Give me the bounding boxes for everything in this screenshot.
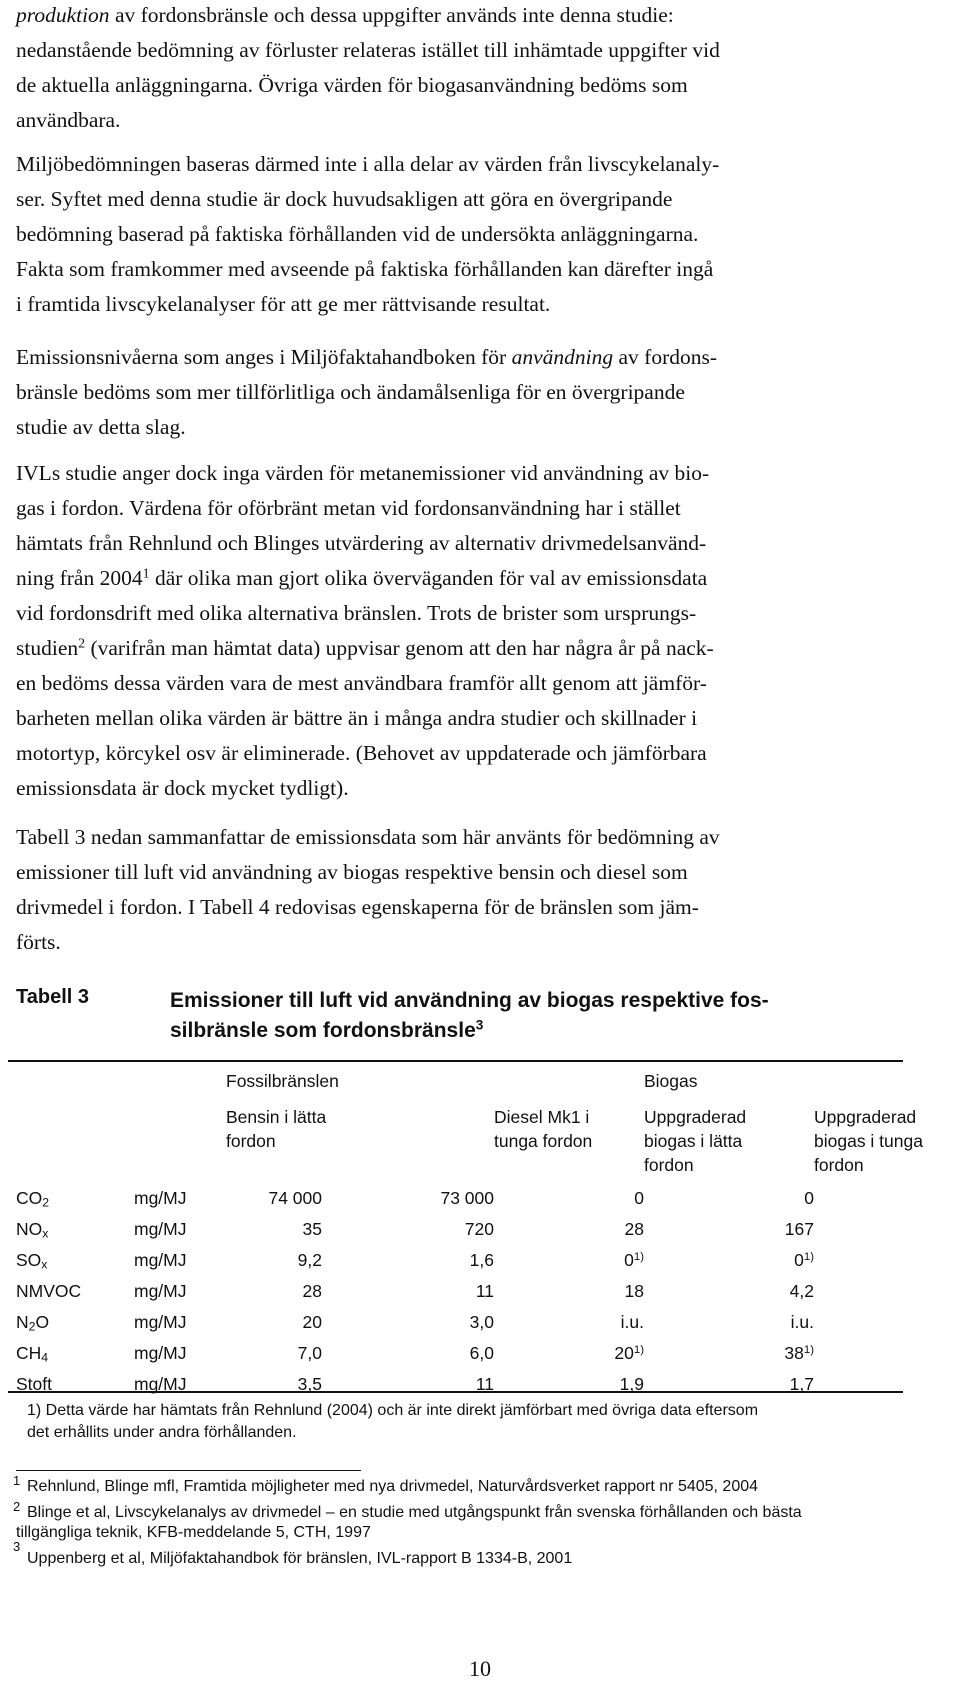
value-biogas-tunga: 4,2 <box>789 1281 814 1301</box>
table-row <box>8 1276 923 1307</box>
unit-cell: mg/MJ <box>134 1188 187 1208</box>
footnote-separator <box>16 1470 361 1471</box>
value-diesel: 11 <box>475 1281 494 1301</box>
text-line: bedömning baserad på faktiska förhållanden vid de undersökta anläggningarna. <box>16 222 699 246</box>
footnote-2 <box>13 1499 802 1523</box>
value-bensin: 3,5 <box>297 1374 322 1394</box>
value-biogas-latta: 0$^{1)}$ <box>624 1250 644 1270</box>
unit-cell: mg/MJ <box>134 1250 187 1270</box>
value-biogas-latta: 1,9 <box>619 1374 644 1394</box>
value-bensin: 9,2 <box>297 1250 322 1270</box>
table-row <box>8 1214 923 1245</box>
emphasis-anvandning: användning <box>511 345 614 369</box>
footnote-1 <box>13 1473 759 1497</box>
page-number: 10 <box>469 1656 491 1681</box>
footnote-marker: 1) <box>803 1343 814 1356</box>
text-line: drivmedel i fordon. I Tabell 4 redovisas egenskaperna för de bränslen som jäm- <box>16 895 699 919</box>
footnote-text: Rehnlund, Blinge mfl, Framtida möjligheter med nya drivmedel, Naturvårdsverket rapport nr 5405, 2004 <box>27 1478 759 1495</box>
table-header-row <box>8 1105 923 1183</box>
footnote-marker: 1) <box>633 1250 644 1263</box>
value-biogas-tunga: 0$^{1)}$ <box>794 1250 814 1270</box>
value-biogas-latta: i.u. <box>620 1312 644 1332</box>
text-line: Tabell 3 nedan sammanfattar de emissionsdata som här använts för bedömning av <box>16 825 720 849</box>
value-diesel: 1,6 <box>469 1250 494 1270</box>
substance-cell: $NO_x$ <box>16 1219 49 1241</box>
paragraph-4 <box>16 456 901 806</box>
table-note-line: det erhållits under andra förhållanden. <box>27 1424 297 1441</box>
text-line: där olika man gjort olika överväganden för val av emissionsdata <box>149 566 708 590</box>
table-title-line: silbränsle som fordonsbränsle <box>170 1019 476 1042</box>
text-line: nedanstående bedömning av förluster relateras istället till inhämtade uppgifter vid <box>16 38 720 62</box>
footnote-ref-1: 1 <box>142 566 150 582</box>
table-row <box>8 1369 923 1400</box>
table-row <box>8 1307 923 1338</box>
footnote-number: 2 <box>13 1499 21 1514</box>
col-header-diesel: Diesel Mk1 i tunga fordon <box>494 1107 593 1151</box>
substance-cell: Stoft <box>16 1374 52 1394</box>
footnote-marker: 1) <box>633 1343 644 1356</box>
unit-cell: mg/MJ <box>134 1374 187 1394</box>
text-line: emissioner till luft vid användning av biogas respektive bensin och diesel som <box>16 860 688 884</box>
table-note <box>27 1400 927 1444</box>
text-line: vid fordonsdrift med olika alternativa bränslen. Trots de brister som ursprungs- <box>16 601 697 625</box>
footnote-text: Blinge et al, Livscykelanalys av drivmedel – en studie med utgångspunkt från svenska förhållanden och bästa <box>27 1504 802 1521</box>
text-line: barheten mellan olika värden är bättre än i många andra studier och skillnader i <box>16 706 698 730</box>
emphasis-produktion: produktion <box>16 3 110 27</box>
text-line: de aktuella anläggningarna. Övriga värden för biogasanvändning bedöms som <box>16 73 688 97</box>
table-row <box>8 1245 923 1276</box>
value-biogas-tunga: 0 <box>804 1188 814 1208</box>
emissions-table <box>8 1071 923 1400</box>
text-line: en bedöms dessa värden vara de mest användbara framför allt genom att jämför- <box>16 671 707 695</box>
table-title <box>170 986 870 1046</box>
text-line: i framtida livscykelanalyser för att ge mer rättvisande resultat. <box>16 292 551 316</box>
value-bensin: 35 <box>302 1219 322 1239</box>
unit-cell: mg/MJ <box>134 1219 187 1239</box>
table-row <box>8 1338 923 1369</box>
text-line: av fordonsbränsle och dessa uppgifter används inte denna studie: <box>109 3 674 27</box>
text-line: IVLs studie anger dock inga värden för metanemissioner vid användning av bio- <box>16 461 710 485</box>
unit-cell: mg/MJ <box>134 1343 187 1363</box>
substance-cell: $CO_2$ <box>16 1188 50 1210</box>
table-row <box>8 1183 923 1214</box>
value-diesel: 11 <box>475 1374 494 1394</box>
value-diesel: 720 <box>464 1219 494 1239</box>
paragraph-1 <box>16 0 901 138</box>
value-bensin: 7,0 <box>297 1343 322 1363</box>
table-title-line: Emissioner till luft vid användning av biogas respektive fos- <box>170 989 769 1012</box>
value-biogas-latta: 20$^{1)}$ <box>614 1343 644 1363</box>
value-biogas-tunga: 167 <box>784 1219 814 1239</box>
text-line: bränsle bedöms som mer tillförlitliga och ändamålsenliga för en övergripande <box>16 380 685 404</box>
value-biogas-tunga: 1,7 <box>789 1374 814 1394</box>
value-biogas-latta: 28 <box>624 1219 644 1239</box>
text-line: gas i fordon. Värdena för oförbränt metan vid fordonsanvändning har i stället <box>16 496 681 520</box>
col-header-biogas-tunga: Uppgraderad biogas i tunga fordon <box>814 1107 923 1175</box>
footnote-3 <box>13 1539 573 1569</box>
table-label: Tabell 3 <box>16 986 89 1008</box>
value-biogas-latta: 0 <box>634 1188 644 1208</box>
substance-cell: $N_2O$ <box>16 1312 50 1334</box>
paragraph-2 <box>16 147 901 322</box>
text-line: hämtats från Rehnlund och Blinges utvärdering av alternativ drivmedelsanvänd- <box>16 531 707 555</box>
table-note-line: 1) Detta värde har hämtats från Rehnlund (2004) och är inte direkt jämförbart med övriga data eftersom <box>27 1402 759 1419</box>
text-line: emissionsdata är dock mycket tydligt). <box>16 776 349 800</box>
text-line: Emissionsnivåerna som anges i Miljöfaktahandboken för <box>16 345 512 369</box>
paragraph-5 <box>16 820 901 960</box>
group-header-biogas: Biogas <box>644 1071 698 1091</box>
text-line: ser. Syftet med denna studie är dock huvudsakligen att göra en övergripande <box>16 187 673 211</box>
footnote-ref-2: 2 <box>78 636 86 652</box>
text-line: förts. <box>16 930 61 954</box>
text-line: studien <box>16 636 79 660</box>
text-line: studie av detta slag. <box>16 415 186 439</box>
footnote-number: 1 <box>13 1473 21 1488</box>
value-diesel: 73 000 <box>440 1188 494 1208</box>
value-biogas-tunga: 38$^{1)}$ <box>784 1343 814 1363</box>
group-header-fossil: Fossilbränslen <box>226 1071 339 1091</box>
table-top-rule <box>8 1060 903 1062</box>
text-line: av fordons- <box>613 345 718 369</box>
substance-cell: NMVOC <box>16 1281 82 1301</box>
footnote-ref-3: 3 <box>475 1017 484 1033</box>
text-line: Fakta som framkommer med avseende på faktiska förhållanden kan därefter ingå <box>16 257 714 281</box>
text-line: användbara. <box>16 108 121 132</box>
table-bottom-rule <box>8 1391 903 1393</box>
substance-cell: $CH_4$ <box>16 1343 49 1365</box>
value-diesel: 6,0 <box>469 1343 494 1363</box>
paragraph-3 <box>16 340 901 445</box>
table-header-row <box>8 1071 923 1105</box>
footnote-marker: 1) <box>803 1250 814 1263</box>
value-diesel: 3,0 <box>469 1312 494 1332</box>
footnote-number: 3 <box>13 1539 21 1554</box>
value-biogas-tunga: i.u. <box>790 1312 814 1332</box>
footnote-2-cont <box>16 1523 371 1543</box>
text-line: (varifrån man hämtat data) uppvisar genom att den har några år på nack- <box>85 636 714 660</box>
unit-cell: mg/MJ <box>134 1281 187 1301</box>
text-line: Miljöbedömningen baseras därmed inte i alla delar av värden från livscykelanaly- <box>16 152 720 176</box>
substance-cell: $SO_x$ <box>16 1250 48 1272</box>
col-header-bensin: Bensin i lätta fordon <box>226 1107 327 1151</box>
value-bensin: 74 000 <box>268 1188 322 1208</box>
text-line: ning från 2004 <box>16 566 143 590</box>
value-biogas-latta: 18 <box>624 1281 644 1301</box>
unit-cell: mg/MJ <box>134 1312 187 1332</box>
value-bensin: 20 <box>302 1312 322 1332</box>
footnote-text: Uppenberg et al, Miljöfaktahandbok för bränslen, IVL-rapport B 1334-B, 2001 <box>27 1550 573 1567</box>
col-header-biogas-latta: Uppgraderad biogas i lätta fordon <box>644 1107 747 1175</box>
footnote-text: tillgängliga teknik, KFB-meddelande 5, CTH, 1997 <box>16 1524 371 1541</box>
value-bensin: 28 <box>302 1281 322 1301</box>
text-line: motortyp, körcykel osv är eliminerade. (Behovet av uppdaterade och jämförbara <box>16 741 707 765</box>
